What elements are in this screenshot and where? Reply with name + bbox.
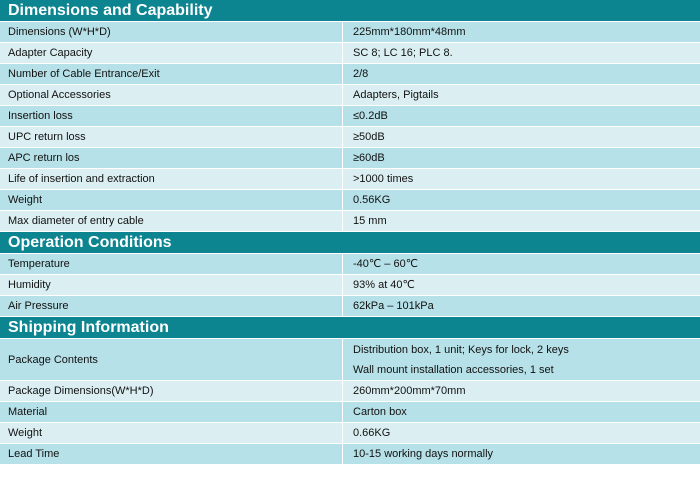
section-title-operation: Operation Conditions	[0, 232, 700, 254]
row-value	[343, 190, 700, 210]
table-row	[0, 43, 700, 64]
table-row	[0, 275, 700, 296]
row-label: Temperature	[0, 254, 343, 274]
row-label: Adapter Capacity	[0, 43, 343, 63]
row-label: Package Dimensions(W*H*D)	[0, 381, 343, 401]
value-line: ≤0.2dB	[353, 110, 388, 122]
row-value	[343, 444, 700, 464]
table-row	[0, 85, 700, 106]
value-line: -40℃ – 60℃	[353, 258, 419, 270]
table-row	[0, 211, 700, 232]
row-value	[343, 423, 700, 443]
row-value	[343, 211, 700, 231]
value-line: Wall mount installation accessories, 1 set	[353, 363, 554, 376]
table-row	[0, 22, 700, 43]
value-line: Carton box	[353, 406, 407, 418]
row-value	[343, 381, 700, 401]
row-label: Max diameter of entry cable	[0, 211, 343, 231]
row-value	[343, 64, 700, 84]
row-value	[343, 339, 700, 380]
table-row	[0, 444, 700, 465]
row-value	[343, 22, 700, 42]
row-label: Insertion loss	[0, 106, 343, 126]
value-line: 0.66KG	[353, 427, 391, 439]
row-value	[343, 106, 700, 126]
table-row	[0, 296, 700, 317]
row-value	[343, 85, 700, 105]
row-label: Life of insertion and extraction	[0, 169, 343, 189]
table-row	[0, 423, 700, 444]
table-row	[0, 106, 700, 127]
value-line: 15 mm	[353, 215, 387, 227]
row-label: Package Contents	[0, 339, 343, 380]
value-line: 2/8	[353, 68, 369, 80]
value-line: 93% at 40℃	[353, 279, 415, 291]
row-label: Dimensions (W*H*D)	[0, 22, 343, 42]
row-value	[343, 43, 700, 63]
row-label: Humidity	[0, 275, 343, 295]
row-value	[343, 254, 700, 274]
row-value	[343, 275, 700, 295]
row-value	[343, 169, 700, 189]
value-line: >1000 times	[353, 173, 414, 185]
value-line: ≥60dB	[353, 152, 385, 164]
value-line: 0.56KG	[353, 194, 391, 206]
row-label: APC return los	[0, 148, 343, 168]
table-row	[0, 339, 700, 381]
value-line: 260mm*200mm*70mm	[353, 385, 466, 397]
row-value	[343, 127, 700, 147]
value-line: SC 8; LC 16; PLC 8.	[353, 47, 453, 59]
row-label: Lead Time	[0, 444, 343, 464]
value-line: 62kPa – 101kPa	[353, 300, 434, 312]
table-row	[0, 169, 700, 190]
row-label: Air Pressure	[0, 296, 343, 316]
row-value	[343, 148, 700, 168]
table-row	[0, 254, 700, 275]
section-title-dimensions: Dimensions and Capability	[0, 0, 700, 22]
row-label: Optional Accessories	[0, 85, 343, 105]
value-line: 10-15 working days normally	[353, 448, 494, 460]
row-value	[343, 296, 700, 316]
value-line: 225mm*180mm*48mm	[353, 26, 466, 38]
row-label: Number of Cable Entrance/Exit	[0, 64, 343, 84]
value-line: Distribution box, 1 unit; Keys for lock, 2 keys	[353, 343, 569, 356]
row-label: Weight	[0, 423, 343, 443]
row-label: Weight	[0, 190, 343, 210]
table-row	[0, 402, 700, 423]
value-line: ≥50dB	[353, 131, 385, 143]
row-label: UPC return loss	[0, 127, 343, 147]
table-row	[0, 190, 700, 211]
section-title-shipping: Shipping Information	[0, 317, 700, 339]
table-row	[0, 148, 700, 169]
table-row	[0, 381, 700, 402]
table-row	[0, 127, 700, 148]
value-line: Adapters, Pigtails	[353, 89, 439, 101]
table-row	[0, 64, 700, 85]
row-value	[343, 402, 700, 422]
row-label: Material	[0, 402, 343, 422]
